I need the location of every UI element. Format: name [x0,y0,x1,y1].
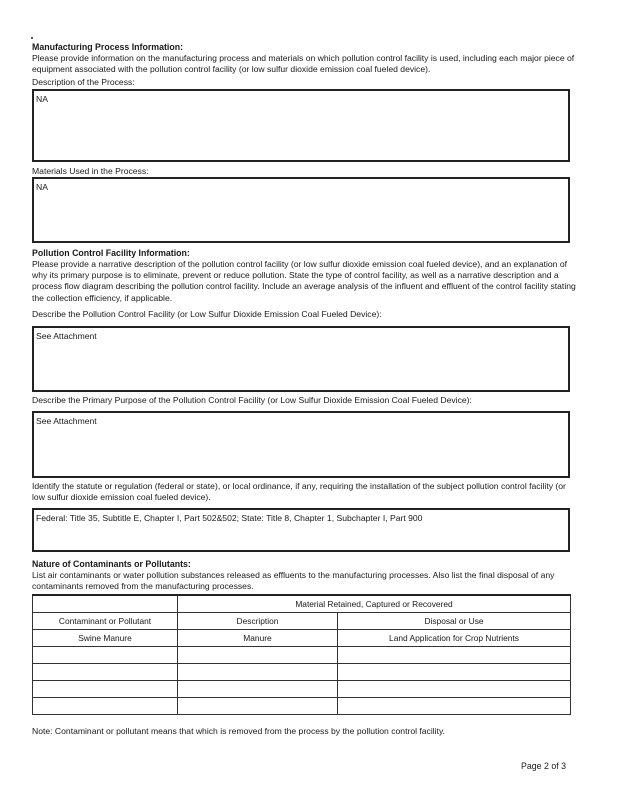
manufacturing-heading: Manufacturing Process Information: [32,42,184,52]
cell-contaminant[interactable] [33,698,178,715]
cell-contaminant[interactable] [33,647,178,664]
col-header-disposal: Disposal or Use [338,613,571,630]
table-header-row [33,613,571,630]
description-field[interactable] [32,89,570,162]
table-row [33,630,571,647]
cell-contaminant[interactable]: Swine Manure [33,630,178,647]
cell-disposal[interactable] [338,664,571,681]
note-text: Note: Contaminant or pollutant means that which is removed from the process by the pollution control facility. [32,726,446,736]
cell-disposal[interactable] [338,647,571,664]
primary-purpose-value: See Attachment [36,416,97,426]
cell-description[interactable] [178,664,338,681]
cell-description[interactable] [178,681,338,698]
describe-facility-field[interactable] [32,326,570,392]
primary-purpose-label: Describe the Primary Purpose of the Pollution Control Facility (or Low Sulfur Dioxide Emission Coal Fueled Device): [32,395,472,405]
cell-disposal[interactable] [338,698,571,715]
pollution-control-heading: Pollution Control Facility Information: [32,248,190,258]
table-row [33,698,571,715]
table-blank-cell [33,595,178,613]
contaminants-heading: Nature of Contaminants or Pollutants: [32,559,191,569]
statute-label: Identify the statute or regulation (federal or state), or local ordinance, if any, requiring the installation of the subject pollution control facility (or low sulfur dioxide emission coal fueled device). [32,481,566,503]
cell-contaminant[interactable] [33,681,178,698]
col-header-contaminant: Contaminant or Pollutant [33,613,178,630]
cell-description[interactable]: Manure [178,630,338,647]
materials-field[interactable] [32,177,570,243]
cell-description[interactable] [178,647,338,664]
description-label: Description of the Process: [32,77,135,87]
scan-speck [31,37,33,39]
describe-facility-value: See Attachment [36,331,97,341]
cell-disposal[interactable] [338,681,571,698]
statute-value: Federal: Title 35, Subtitle E, Chapter I, Part 502&502; State: Title 8, Chapter 1, Subchapter I, Part 900 [36,513,423,523]
col-header-description: Description [178,613,338,630]
cell-description[interactable] [178,698,338,715]
pollution-control-instructions: Please provide a narrative description of the pollution control facility (or low sulfur dioxide emission coal fueled device), and an explanation of why its primary purpose is to eliminate, prevent or reduce pollution. State the type of control facility, as well as a narrative description and a process flow diagram describing the pollution control facility. Include an average analysis of the influent and effluent of the control facility stating the collection efficiency, if applicable. [32,259,576,303]
table-row [33,664,571,681]
cell-disposal[interactable]: Land Application for Crop Nutrients [338,630,571,647]
materials-value: NA [36,182,48,192]
manufacturing-instructions: Please provide information on the manufacturing process and materials on which pollution control facility is used, including each major piece of equipment associated with the pollution control facility (or low sulfur dioxide emission coal fueled device). [32,53,575,75]
description-value: NA [36,94,48,104]
contaminants-instructions: List air contaminants or water pollution substances released as effluents to the manufacturing processes. Also list the final disposal of any contaminants removed from the manufacturing processes. [32,570,555,592]
group-header: Material Retained, Captured or Recovered [178,595,571,613]
cell-contaminant[interactable] [33,664,178,681]
page-number: Page 2 of 3 [521,761,566,771]
materials-label: Materials Used in the Process: [32,166,149,176]
statute-field[interactable] [32,508,570,552]
table-row [33,647,571,664]
contaminants-table [32,594,571,715]
table-group-header-row [33,595,571,613]
describe-facility-label: Describe the Pollution Control Facility (or Low Sulfur Dioxide Emission Coal Fueled Device): [32,309,382,319]
primary-purpose-field[interactable] [32,411,570,478]
table-row [33,681,571,698]
